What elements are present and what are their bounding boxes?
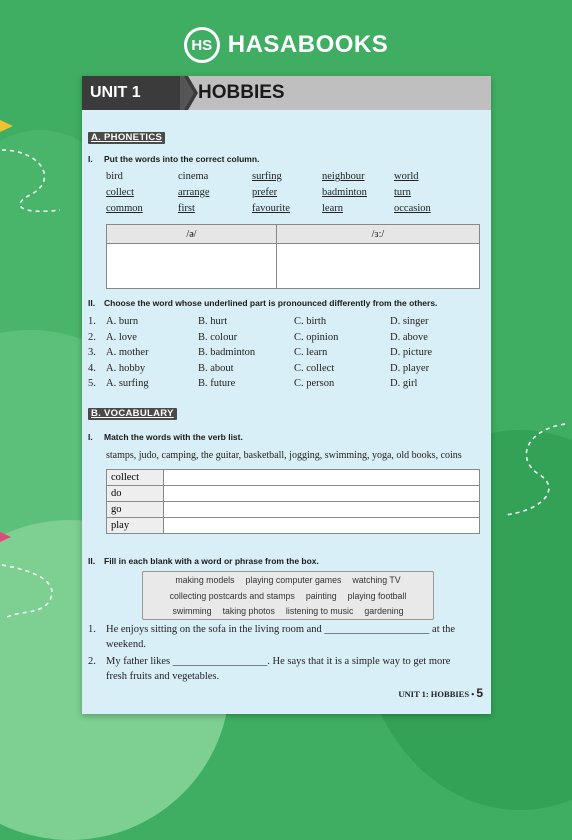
option[interactable]: D. singer: [390, 316, 429, 327]
column-header: /ɜː/: [276, 225, 479, 244]
choice-row: [88, 332, 488, 348]
option[interactable]: C. learn: [294, 347, 328, 358]
phrase: taking photos: [222, 606, 275, 616]
verb-label: play: [107, 518, 164, 534]
word: occasion: [394, 203, 431, 214]
item-number: 1.: [88, 624, 96, 635]
table-row: [107, 502, 480, 518]
option[interactable]: C. person: [294, 378, 335, 389]
phrase: gardening: [364, 606, 404, 616]
footer-label: UNIT 1: HOBBIES •: [398, 689, 475, 699]
verb-label: go: [107, 502, 164, 518]
choice-row: [88, 378, 488, 394]
pink-triangle-icon: [0, 530, 12, 544]
option[interactable]: A. hobby: [106, 362, 146, 374]
word: learn: [322, 203, 343, 214]
choice-row: [88, 347, 488, 363]
option[interactable]: C. collect: [294, 362, 335, 374]
section-a-heading: A. PHONETICS: [88, 132, 165, 144]
dashed-swirl-decoration: [0, 560, 80, 620]
option[interactable]: C. opinion: [294, 331, 339, 343]
word: world: [394, 171, 419, 182]
vocabulary-q2-instruction: [88, 556, 319, 566]
option[interactable]: A. mother: [106, 347, 149, 358]
option[interactable]: B. colour: [198, 331, 238, 343]
word-list: stamps, judo, camping, the guitar, basketball, jogging, swimming, yoga, old books, coins: [106, 450, 462, 461]
phrase: listening to music: [285, 606, 354, 616]
answer-cell[interactable]: [164, 486, 480, 502]
question-number: II.: [88, 298, 96, 308]
option[interactable]: D. girl: [390, 378, 418, 389]
item-number: 1.: [88, 316, 96, 327]
word: prefer: [252, 187, 278, 198]
option[interactable]: B. future: [198, 378, 236, 389]
table-row: [107, 518, 480, 534]
dashed-swirl-decoration: [0, 140, 80, 220]
choice-list: [88, 316, 488, 394]
word-row: [106, 187, 466, 203]
word-row: [106, 171, 466, 187]
word: badminton: [322, 187, 367, 198]
item-text: My father likes __________________. He says that it is a simple way to get more: [106, 656, 451, 667]
phrase: playing computer games: [245, 575, 342, 585]
yellow-triangle-icon: [0, 118, 14, 134]
word: surfing: [252, 171, 282, 182]
option[interactable]: B. about: [198, 362, 234, 374]
brand-header: [0, 22, 572, 68]
item-number: 2.: [88, 656, 96, 667]
phrase-box: [142, 571, 434, 620]
word: common: [106, 203, 143, 214]
item-number: 5.: [88, 378, 96, 389]
phrase: painting: [305, 590, 337, 601]
item-number: 4.: [88, 362, 96, 374]
answer-cell[interactable]: [164, 502, 480, 518]
answer-cell[interactable]: [164, 470, 480, 486]
option[interactable]: A. burn: [106, 316, 139, 327]
choice-row: [88, 316, 488, 332]
phrase: making models: [175, 575, 235, 585]
word: turn: [394, 187, 411, 198]
question-number: I.: [88, 154, 93, 164]
option[interactable]: B. hurt: [198, 316, 228, 327]
section-b-heading: B. VOCABULARY: [88, 408, 177, 420]
question-text: Match the words with the verb list.: [104, 432, 243, 442]
option[interactable]: A. love: [106, 331, 137, 343]
page-number: 5: [476, 686, 483, 700]
item-number: 2.: [88, 331, 96, 343]
unit-arrow-shape: [180, 76, 198, 110]
phrase: playing football: [347, 590, 407, 601]
word: arrange: [178, 187, 210, 198]
verb-label: collect: [107, 470, 164, 486]
item-text: weekend.: [106, 639, 146, 650]
unit-tag: UNIT 1: [82, 76, 180, 110]
question-text: Put the words into the correct column.: [104, 154, 260, 164]
question-text: Choose the word whose underlined part is pronounced differently from the others.: [104, 298, 438, 308]
brand-name: HASABOOKS: [227, 31, 389, 58]
phrase-row: [143, 589, 433, 604]
option[interactable]: D. picture: [390, 347, 432, 358]
word: neighbour: [322, 171, 365, 182]
option[interactable]: D. player: [390, 362, 430, 374]
word: bird: [106, 171, 123, 182]
pronunciation-table: [106, 224, 480, 289]
question-number: II.: [88, 556, 96, 566]
item-number: 3.: [88, 347, 96, 358]
workbook-page: [82, 76, 491, 714]
question-number: I.: [88, 432, 93, 442]
unit-title: HOBBIES: [198, 82, 285, 103]
word: favourite: [252, 203, 290, 214]
word-grid: [106, 171, 466, 219]
table-row: [107, 470, 480, 486]
option[interactable]: B. badminton: [198, 347, 256, 358]
answer-cell[interactable]: [276, 244, 479, 289]
word: cinema: [178, 171, 209, 182]
phrase: collecting postcards and stamps: [169, 590, 295, 601]
word: collect: [106, 187, 134, 198]
phrase: watching TV: [352, 575, 401, 585]
question-text: Fill in each blank with a word or phrase from the box.: [104, 556, 319, 566]
column-header: /ə/: [107, 225, 277, 244]
item-text: He enjoys sitting on the sofa in the living room and ____________________ at the: [106, 624, 456, 635]
page-footer: [398, 686, 483, 700]
table-row: [107, 486, 480, 502]
answer-cell[interactable]: [107, 244, 277, 289]
phonetics-q1-instruction: [88, 154, 259, 164]
phrase-row: [143, 604, 433, 619]
word: first: [178, 203, 195, 214]
fill-blank-item: [88, 622, 484, 652]
option[interactable]: D. above: [390, 331, 428, 343]
option[interactable]: C. birth: [294, 316, 327, 327]
vocabulary-q1-instruction: [88, 432, 243, 442]
option[interactable]: A. surfing: [106, 378, 149, 389]
phonetics-q2-instruction: [88, 298, 437, 308]
choice-row: [88, 363, 488, 379]
item-text: fresh fruits and vegetables.: [106, 671, 220, 682]
dashed-swirl-decoration: [495, 420, 570, 520]
phrase: swimming: [172, 606, 212, 616]
answer-cell[interactable]: [164, 518, 480, 534]
fill-blank-item: [88, 654, 484, 684]
verb-label: do: [107, 486, 164, 502]
word-row: [106, 203, 466, 219]
verb-table: [106, 469, 480, 534]
hasabooks-logo-icon: HS: [184, 27, 220, 63]
phrase-row: [143, 573, 433, 588]
